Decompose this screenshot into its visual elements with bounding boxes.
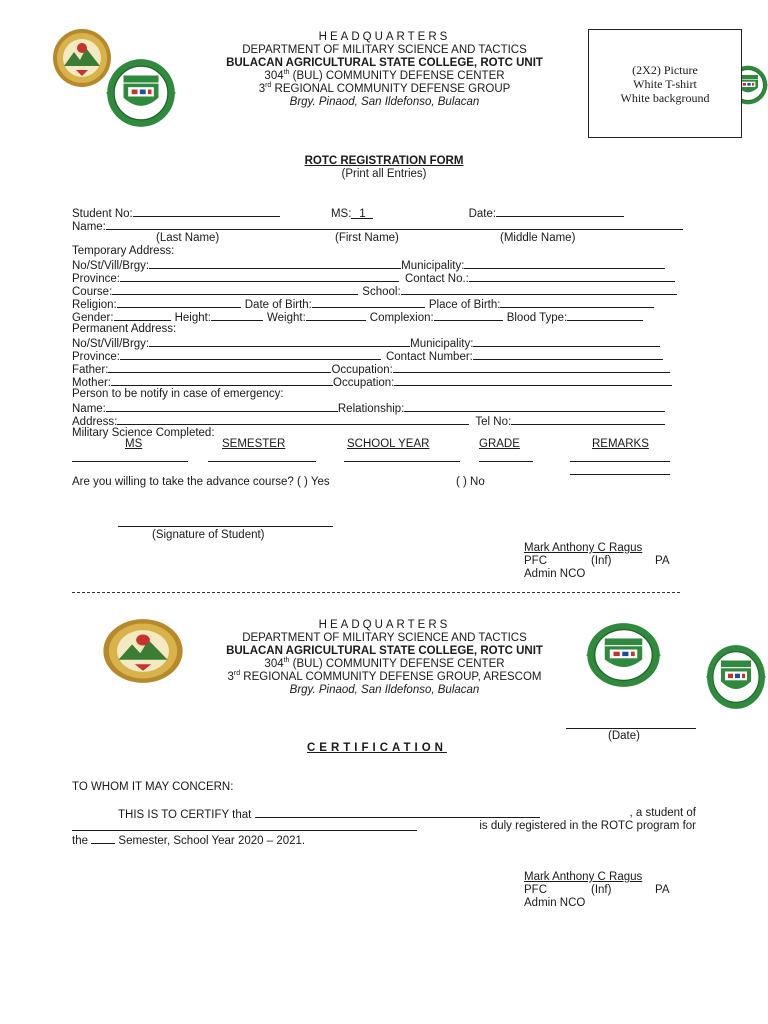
signatory2-service: PA — [655, 884, 670, 896]
contact-number-field[interactable] — [473, 349, 663, 360]
photo-box-line1: (2X2) Picture — [632, 63, 698, 77]
first-name-caption: (First Name) — [335, 232, 399, 244]
cert-salutation: TO WHOM IT MAY CONCERN: — [72, 781, 234, 793]
row-course: Course: School: — [72, 284, 677, 299]
defense-center-line: 304th (BUL) COMMUNITY DEFENSE CENTER — [264, 69, 505, 82]
rotc-seal-bottom-icon — [586, 622, 661, 688]
emergency-name-field[interactable] — [106, 401, 338, 412]
signatory-bottom — [524, 871, 676, 910]
college-line: BULACAN AGRICULTURAL STATE COLLEGE, ROTC UNIT — [226, 57, 543, 69]
row-gender: Gender: Height: Weight: Complexion: Blood Type: — [72, 310, 643, 325]
relationship-field[interactable] — [404, 401, 665, 412]
row-name: Name: — [72, 219, 683, 234]
father-occupation-field[interactable] — [393, 362, 670, 373]
cert-body-line-1: THIS IS TO CERTIFY that , a student of — [118, 807, 696, 821]
form-subtitle: (Print all Entries) — [341, 168, 427, 180]
col-semester-header: SEMESTER — [222, 438, 286, 450]
temp-municipality-field[interactable] — [464, 258, 665, 269]
student-signature-line[interactable] — [118, 526, 333, 527]
rotc-seal-extra-icon — [706, 644, 766, 710]
cut-line-divider — [72, 592, 680, 593]
signatory2-name: Mark Anthony C Ragus — [524, 871, 643, 883]
signatory-service: PA — [655, 555, 670, 567]
advance-course-no: ( ) No — [456, 476, 485, 488]
col-remarks-header: REMARKS — [592, 438, 649, 450]
blood-type-field[interactable] — [567, 310, 643, 321]
department-line: DEPARTMENT OF MILITARY SCIENCE AND TACTICS — [242, 44, 527, 56]
cert-date-line[interactable] — [566, 728, 696, 729]
signatory2-position: Admin NCO — [524, 897, 586, 909]
province2-field[interactable] — [120, 349, 381, 360]
col-grade-header: GRADE — [479, 438, 520, 450]
row-father: Father: Occupation: — [72, 362, 670, 377]
signatory2-branch: (Inf) — [591, 884, 612, 896]
row-province: Province: Contact No.: — [72, 271, 675, 286]
form-title: ROTC REGISTRATION FORM — [304, 155, 464, 167]
pob-field[interactable] — [500, 297, 654, 308]
photo-box-line3: White background — [620, 91, 710, 105]
cert-body-line-2: is duly registered in the ROTC program for — [72, 820, 696, 835]
religion-field[interactable] — [117, 297, 241, 308]
province-field[interactable] — [120, 271, 399, 282]
temp-street-field[interactable] — [149, 258, 401, 269]
row-religion: Religion: Date of Birth: Place of Birth: — [72, 297, 654, 312]
department-line-2: DEPARTMENT OF MILITARY SCIENCE AND TACTICS — [242, 632, 527, 644]
row-perm-street: No/St/Vill/Brgy: Municipality: — [72, 336, 660, 351]
complexion-field[interactable] — [434, 310, 503, 321]
col-ms-header: MS — [125, 438, 143, 450]
emergency-label: Person to be notify in case of emergency: — [72, 388, 284, 400]
gender-field[interactable] — [114, 310, 171, 321]
mother-field[interactable] — [111, 375, 333, 386]
basc-seal-bottom-icon — [102, 618, 184, 684]
signatory-position: Admin NCO — [524, 568, 586, 580]
header-top — [192, 31, 577, 109]
middle-name-caption: (Middle Name) — [500, 232, 576, 244]
temp-address-label: Temporary Address: — [72, 245, 175, 257]
cert-date-caption: (Date) — [608, 730, 640, 742]
semester-entry-line[interactable] — [208, 461, 316, 462]
photo-box-line2: White T-shirt — [633, 77, 697, 91]
signatory-rank-line — [524, 555, 676, 568]
photo-box — [588, 29, 742, 138]
perm-municipality-field[interactable] — [473, 336, 660, 347]
grade-entry-line[interactable] — [479, 461, 533, 462]
cert-course-field[interactable] — [72, 820, 417, 831]
defense-center-line-2: 304th (BUL) COMMUNITY DEFENSE CENTER — [264, 657, 505, 670]
college-line-2: BULACAN AGRICULTURAL STATE COLLEGE, ROTC UNIT — [226, 645, 543, 657]
row-temp-street: No/St/Vill/Brgy: Municipality: — [72, 258, 665, 273]
cert-semester-field[interactable] — [91, 833, 115, 844]
address-line: Brgy. Pinaod, San Ildefonso, Bulacan — [289, 96, 480, 108]
contact-no-field[interactable] — [469, 271, 675, 282]
form-title-block — [184, 155, 584, 181]
height-field[interactable] — [211, 310, 263, 321]
signatory-top — [524, 542, 676, 581]
remarks-entry-line-2[interactable] — [570, 474, 670, 475]
signatory-branch: (Inf) — [591, 555, 612, 567]
school-year-entry-line[interactable] — [344, 461, 460, 462]
ms-entry-line[interactable] — [72, 461, 188, 462]
header-bottom — [192, 619, 577, 697]
date-field[interactable] — [496, 206, 624, 217]
emergency-address-field[interactable] — [117, 414, 469, 425]
student-no-field[interactable] — [133, 206, 280, 217]
father-field[interactable] — [108, 362, 331, 373]
perm-street-field[interactable] — [149, 336, 410, 347]
basc-seal-icon — [52, 28, 112, 88]
advance-course-question: Are you willing to take the advance course? ( ) Yes — [72, 476, 330, 488]
tel-no-field[interactable] — [511, 414, 665, 425]
rotc-seal-icon — [106, 58, 176, 128]
cert-body-line-3: the Semester, School Year 2020 – 2021. — [72, 835, 306, 847]
certification-title: CERTIFICATION — [307, 742, 447, 754]
signatory2-rank-line — [524, 884, 676, 897]
signatory-name: Mark Anthony C Ragus — [524, 542, 643, 554]
student-signature-caption: (Signature of Student) — [152, 529, 265, 541]
signatory2-rank: PFC — [524, 884, 547, 896]
mother-occupation-field[interactable] — [394, 375, 672, 386]
course-field[interactable] — [112, 284, 358, 295]
row-mother: Mother: Occupation: — [72, 375, 672, 390]
logo-group-top — [52, 28, 140, 124]
headquarters-title-2: HEADQUARTERS — [318, 619, 451, 631]
last-name-caption: (Last Name) — [156, 232, 220, 244]
school-field[interactable] — [401, 284, 677, 295]
cert-student-name-field[interactable] — [255, 807, 540, 818]
row-student-no: Student No: MS: 1 Date: — [72, 206, 624, 221]
defense-group-line-2: 3rd REGIONAL COMMUNITY DEFENSE GROUP, ARESCOM — [227, 670, 542, 683]
address-line-2: Brgy. Pinaod, San Ildefonso, Bulacan — [289, 684, 480, 696]
weight-field[interactable] — [306, 310, 366, 321]
row-emergency-name: Name: Relationship: — [72, 401, 665, 416]
ms-completed-label: Military Science Completed: — [72, 427, 215, 439]
ms-field[interactable]: 1 — [351, 208, 373, 219]
headquarters-title: HEADQUARTERS — [318, 31, 451, 43]
remarks-entry-line[interactable] — [570, 461, 670, 462]
defense-group-line: 3rd REGIONAL COMMUNITY DEFENSE GROUP — [258, 82, 511, 95]
name-field[interactable] — [106, 219, 683, 230]
col-school-year-header: SCHOOL YEAR — [347, 438, 430, 450]
dob-field[interactable] — [312, 297, 425, 308]
row-province2: Province: Contact Number: — [72, 349, 663, 364]
perm-address-label: Permanent Address: — [72, 323, 177, 335]
row-address: Address: Tel No: — [72, 414, 665, 429]
signatory-rank: PFC — [524, 555, 547, 567]
